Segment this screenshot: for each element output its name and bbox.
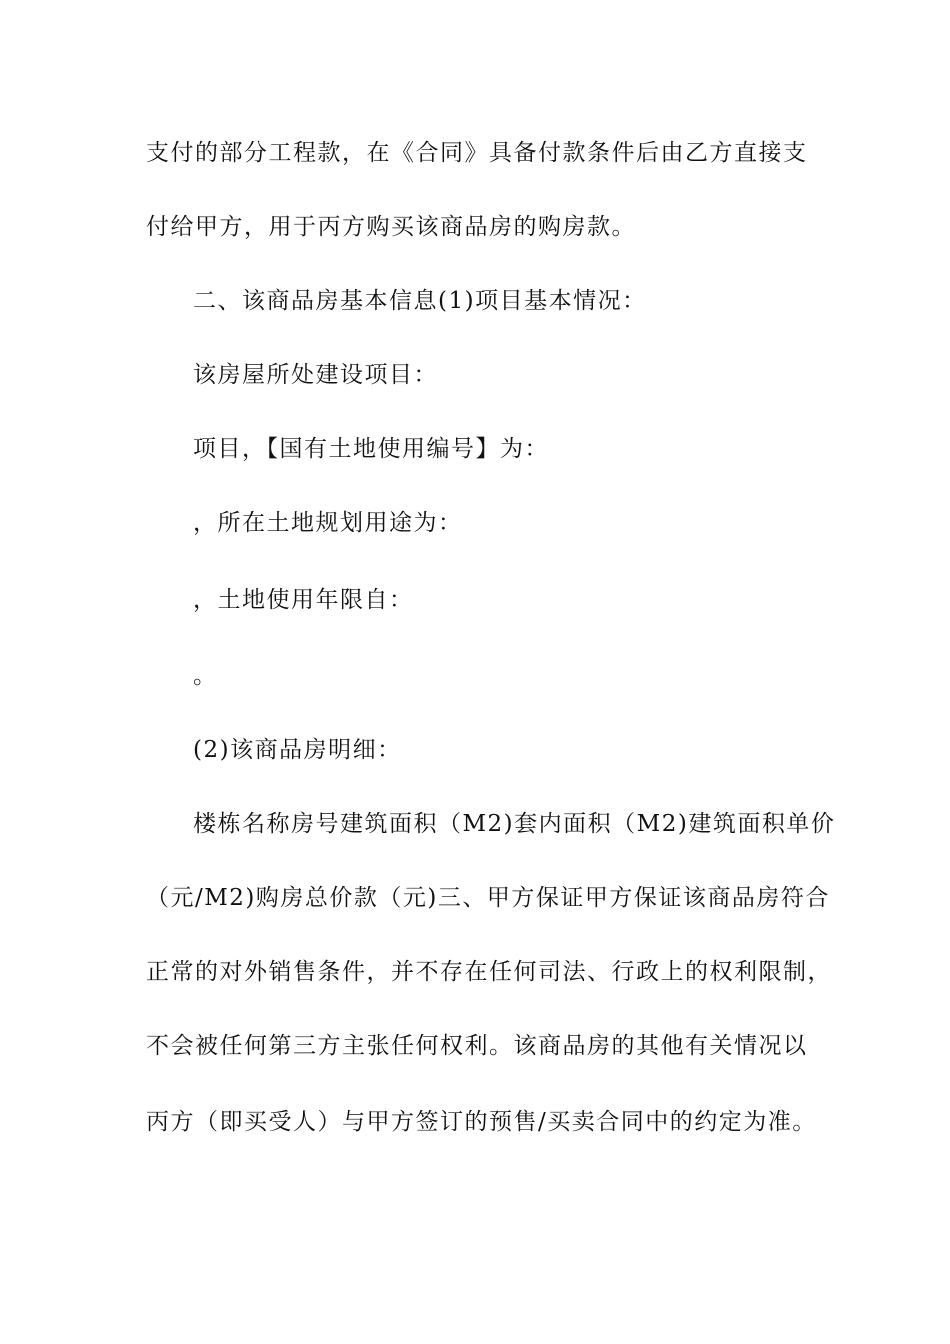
paragraph-line: 项目，【国有土地使用编号】为： [193,436,549,462]
paragraph-line: 楼栋名称房号建筑面积（M2)套内面积（M2)建筑面积单价 [193,811,836,837]
paragraph-line: 支付的部分工程款，在《合同》具备付款条件后由乙方直接支 [146,140,808,166]
section-heading: (2)该商品房明细： [193,737,402,763]
paragraph-line: 正常的对外销售条件，并不存在任何司法、行政上的权利限制， [146,959,832,985]
paragraph-line: ，所在土地规划用途为： [193,510,463,536]
paragraph-line: ，土地使用年限自： [193,587,414,613]
section-heading: 二、该商品房基本信息(1)项目基本情况： [193,288,647,314]
paragraph-line: 。 [193,663,218,689]
paragraph-line: 付给甲方，用于丙方购买该商品房的购房款。 [146,214,636,240]
paragraph-line: 丙方（即买受人）与甲方签订的预售/买卖合同中的约定为准。 [146,1109,817,1135]
paragraph-line: 该房屋所处建设项目： [193,362,438,388]
paragraph-line: 不会被任何第三方主张任何权利。该商品房的其他有关情况以 [146,1033,808,1059]
paragraph-line: （元/M2)购房总价款（元)三、甲方保证甲方保证该商品房符合 [146,885,830,911]
